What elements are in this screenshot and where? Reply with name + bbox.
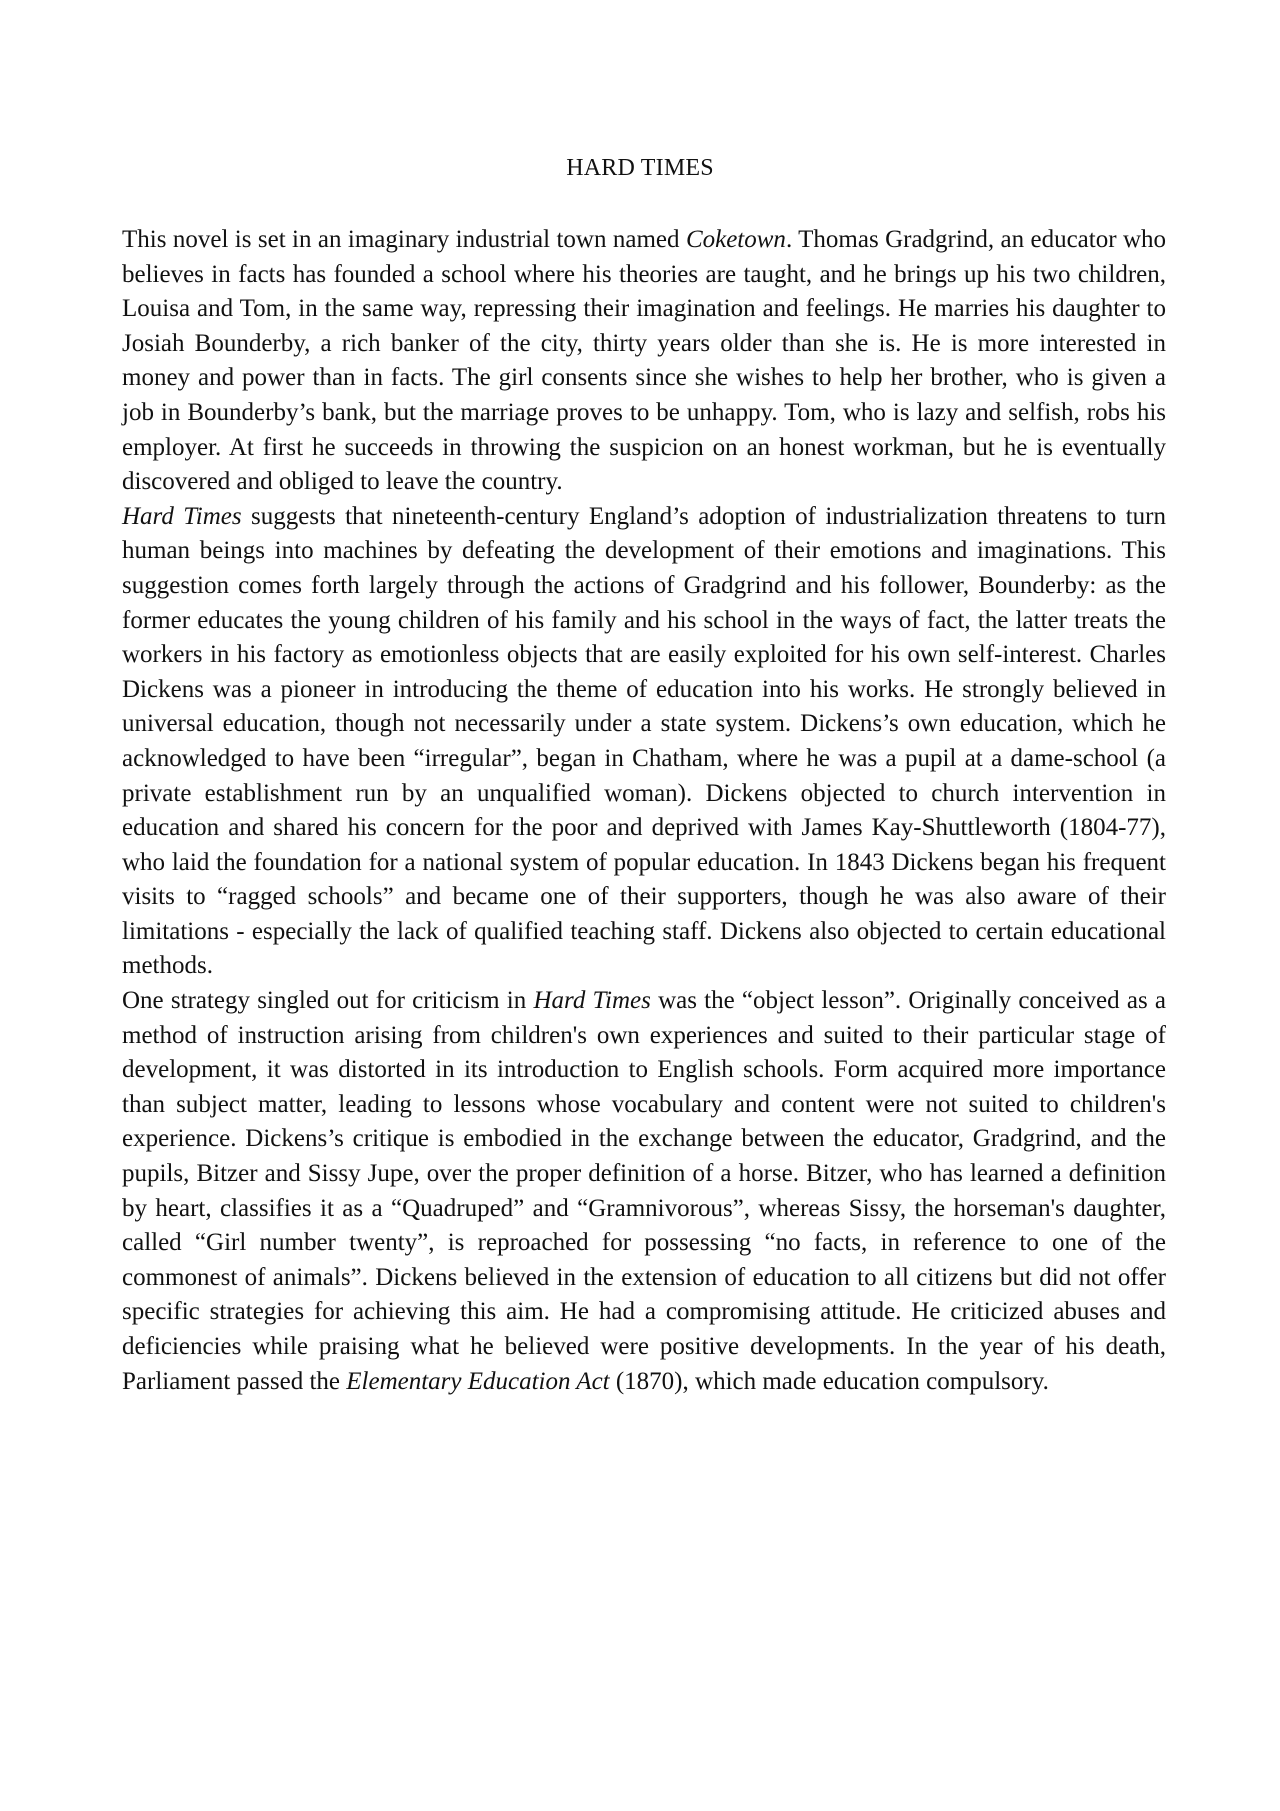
paragraph-3-run-3: was the “object lesson”. Originally conceived as a method of instruction arising from children's own experiences and suited to their particular stage of development, it was distorted in its introduction to English schools. Form acquired more importance than subject matter, leading to lessons whose vocabulary and content were not suited to children's experience. Dickens’s critique is embodied in the exchange between the educator, Gradgrind, and the pupils, Bitzer and Sissy Jupe, over the proper definition of a horse. Bitzer, who has learned a definition by heart, classifies it as a “Quadruped” and “Gramnivorous”, whereas Sissy, the horseman's daughter, called “Girl number twenty”, is reproached for possessing “no facts, in reference to one of the commonest of animals”. Dickens believed in the extension of education to all citizens but did not offer specific strategies for achieving this aim. He had a compromising attitude. He criticized abuses and deficiencies while praising what he believed were positive developments. In the year of his death, Parliament passed the — [122, 987, 1166, 1395]
paragraph-1-run-3: . Thomas Gradgrind, an educator who believes in facts has founded a school where his theories are taught, and he brings up his two children, Louisa and Tom, in the same way, repressing their imagination and feelings. He marries his daughter to Josiah Bounderby, a rich banker of the city, thirty years older than she is. He is more interested in money and power than in facts. The girl consents since she wishes to help her brother, who is given a job in Bounderby’s bank, but the marriage proves to be unhappy. Tom, who is lazy and selfish, robs his employer. At first he succeeds in throwing the suspicion on an honest workman, but he is eventually discovered and obliged to leave the country. — [122, 226, 1167, 496]
paragraph-1-run-1: This novel is set in an imaginary industrial town named — [122, 226, 686, 253]
paragraph-2 — [122, 500, 1166, 984]
page-title: HARD TIMES — [566, 155, 714, 181]
paragraph-1 — [122, 223, 1166, 500]
paragraph-3 — [122, 984, 1166, 1399]
paragraph-3-run-4-italic: Elementary Education Act — [346, 1367, 610, 1395]
body-text — [122, 223, 1166, 1399]
paragraph-2-run-2: suggests that nineteenth-century England’s adoption of industrialization threatens to turn human beings into machines by defeating the development of their emotions and imaginations. This suggestion comes forth largely through the actions of Gradgrind and his follower, Bounderby: as the former educates the young children of his family and his school in the ways of fact, the latter treats the workers in his factory as emotionless objects that are easily exploited for his own self-interest. Charles Dickens was a pioneer in introducing the theme of education into his works. He strongly believed in universal education, though not necessarily under a state system. Dickens’s own education, which he acknowledged to have been “irregular”, began in Chatham, where he was a pupil at a dame-school (a private establishment run by an unqualified woman). Dickens objected to church intervention in education and shared his concern for the poor and deprived with James Kay-Shuttleworth (1804-77), who laid the foundation for a national system of popular education. In 1843 Dickens began his frequent visits to “ragged schools” and became one of their supporters, though he was also aware of their limitations - especially the lack of qualified teaching staff. Dickens also objected to certain educational methods. — [122, 502, 1166, 980]
paragraph-1-run-2-italic: Coketown — [685, 226, 786, 253]
paragraph-3-run-2-italic: Hard Times — [533, 987, 651, 1015]
paragraph-3-run-1: One strategy singled out for criticism in — [122, 987, 534, 1015]
paragraph-3-run-5: (1870), which made education compulsory. — [609, 1367, 1049, 1395]
paragraph-2-run-1-italic: Hard Times — [122, 502, 242, 530]
